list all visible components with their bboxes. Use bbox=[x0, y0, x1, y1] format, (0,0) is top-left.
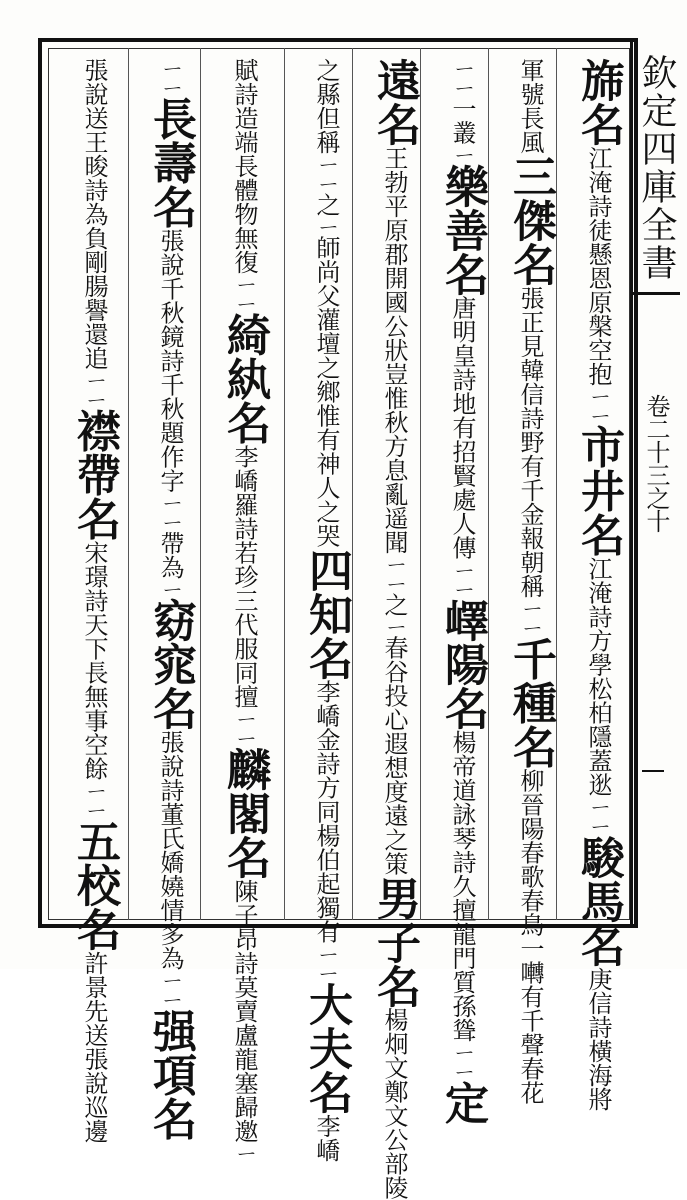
annotation-text: 剛腸譽還追ㄧㄧ bbox=[80, 250, 108, 409]
text-column-5 bbox=[301, 58, 352, 1163]
book-title: 欽定四庫全書 bbox=[636, 54, 677, 282]
headword: 定 bbox=[437, 1080, 488, 1125]
column-rule bbox=[420, 48, 421, 920]
column-rule bbox=[284, 48, 285, 920]
column-rule bbox=[200, 48, 201, 920]
annotation-text: 代服同擅ㄧㄧ bbox=[230, 612, 258, 747]
annotation-text: 楊炯文鄭 bbox=[380, 1007, 408, 1104]
text-column-1 bbox=[573, 58, 624, 1111]
annotation-text: ㄧㄧ bbox=[156, 58, 184, 97]
annotation-text: 事空餘ㄧㄧ bbox=[80, 708, 108, 819]
annotation-text: 一囀有千聲春花 bbox=[516, 936, 544, 1105]
annotation-text: 文公部陵 bbox=[380, 1103, 408, 1200]
annotation-text: 聞ㄧㄧ之ㄧ春谷投心遐想度遠之策 bbox=[380, 530, 408, 876]
column-rule bbox=[128, 48, 129, 920]
annotation-text: 張正見韓信詩野有 bbox=[516, 286, 544, 478]
headword: 三傑名 bbox=[505, 154, 556, 286]
annotation-text: 隱蓋逖ㄧㄧ bbox=[584, 724, 612, 835]
annotation-text: 李嶠金詩方同楊 bbox=[312, 679, 340, 848]
headword: 窈窕名 bbox=[145, 598, 196, 731]
annotation-text: 物無復ㄧㄧ bbox=[230, 202, 258, 313]
text-column-6 bbox=[219, 58, 270, 1163]
headword: 大夫名 bbox=[301, 982, 352, 1115]
annotation-text: 賦詩造端長體 bbox=[230, 58, 258, 202]
headword: 襟帶名 bbox=[69, 408, 120, 541]
headword: 强項名 bbox=[145, 1008, 196, 1141]
annotation-text: 軍號長風 bbox=[516, 58, 544, 154]
headword: 樂善名 bbox=[437, 163, 488, 296]
headword: 遠名 bbox=[369, 58, 420, 146]
headword: 駿馬名 bbox=[573, 834, 624, 967]
volume-label: 卷二十三之十 bbox=[642, 394, 670, 532]
text-column-3 bbox=[437, 58, 488, 1125]
annotation-text: 江淹詩方學松柏 bbox=[584, 556, 612, 725]
annotation-text: 陳子昂詩莫賣 bbox=[230, 878, 258, 1023]
annotation-text: 李嶠羅詩若珍三 bbox=[230, 444, 258, 613]
annotation-text: 伯起獨有ㄧㄧ bbox=[312, 847, 340, 983]
headword: 男子名 bbox=[369, 875, 420, 1008]
annotation-text: 灌壇之鄉惟有神人之哭 bbox=[312, 307, 340, 548]
annotation-text: 張說巡邊 bbox=[80, 1046, 108, 1143]
annotation-text: 千金報朝稱ㄧㄧ bbox=[516, 478, 544, 637]
annotation-text: 柳晉陽春歌春鳥 bbox=[516, 768, 544, 937]
annotation-text: 盧龍塞歸邀ㄧ bbox=[230, 1022, 258, 1163]
annotation-text: 龍門質孫聳ㄧㄧ bbox=[448, 922, 476, 1081]
headword: 四知名 bbox=[301, 547, 352, 680]
fish-tail-divider bbox=[632, 292, 680, 295]
annotation-text: 庚信詩橫海將 bbox=[584, 966, 612, 1111]
headword: 千種名 bbox=[505, 636, 556, 769]
headword: 長壽名 bbox=[145, 96, 196, 229]
annotation-text: ㄧㄧ bbox=[448, 58, 476, 97]
annotation-text: 張說千秋鏡詩千秋 bbox=[156, 228, 184, 421]
column-rule bbox=[488, 48, 489, 920]
column-rule bbox=[352, 48, 353, 920]
headword: 嶧陽名 bbox=[437, 598, 488, 731]
annotation-text: 張說詩董氏嬌嬈 bbox=[156, 730, 184, 899]
headword: 綺紈名 bbox=[219, 312, 270, 445]
annotation-text: 一叢ㄧ bbox=[448, 96, 476, 164]
leaf-mark bbox=[642, 770, 664, 772]
annotation-text: 嶠 bbox=[312, 1138, 340, 1163]
headword: 旆名 bbox=[573, 58, 624, 146]
annotation-text: 張說送王晙詩為負 bbox=[80, 58, 108, 250]
headword: 麟閣名 bbox=[219, 746, 270, 879]
text-column-2 bbox=[505, 58, 556, 1105]
annotation-text: 楊帝道詠琴詩久擅 bbox=[448, 730, 476, 923]
text-column-4 bbox=[369, 58, 420, 1200]
text-column-7 bbox=[145, 58, 196, 1141]
annotation-text: 題作字ㄧㄧ帶為ㄧ bbox=[156, 420, 184, 599]
annotation-text: 宋璟詩天下長無 bbox=[80, 540, 108, 709]
annotation-text: 情多為ㄧㄧ bbox=[156, 898, 184, 1009]
column-rule bbox=[556, 48, 557, 920]
annotation-text: 王勃平原郡開國公狀豈惟秋方息亂遥 bbox=[380, 146, 408, 530]
annotation-text: 槃空抱ㄧㄧ bbox=[584, 314, 612, 425]
headword: 市井名 bbox=[573, 424, 624, 557]
annotation-text: 之縣但稱ㄧㄧ之ㄧ師尚父 bbox=[312, 58, 340, 308]
headword: 五校名 bbox=[69, 818, 120, 951]
annotation-text: 李 bbox=[312, 1114, 340, 1139]
annotation-text: 江淹詩徒懸恩原 bbox=[584, 146, 612, 314]
annotation-text: 許景先送 bbox=[80, 950, 108, 1047]
text-column-8 bbox=[69, 58, 120, 1143]
annotation-text: 賢處人傳ㄧㄧ bbox=[448, 463, 476, 599]
annotation-text: 唐明皇詩地有招 bbox=[448, 295, 476, 464]
